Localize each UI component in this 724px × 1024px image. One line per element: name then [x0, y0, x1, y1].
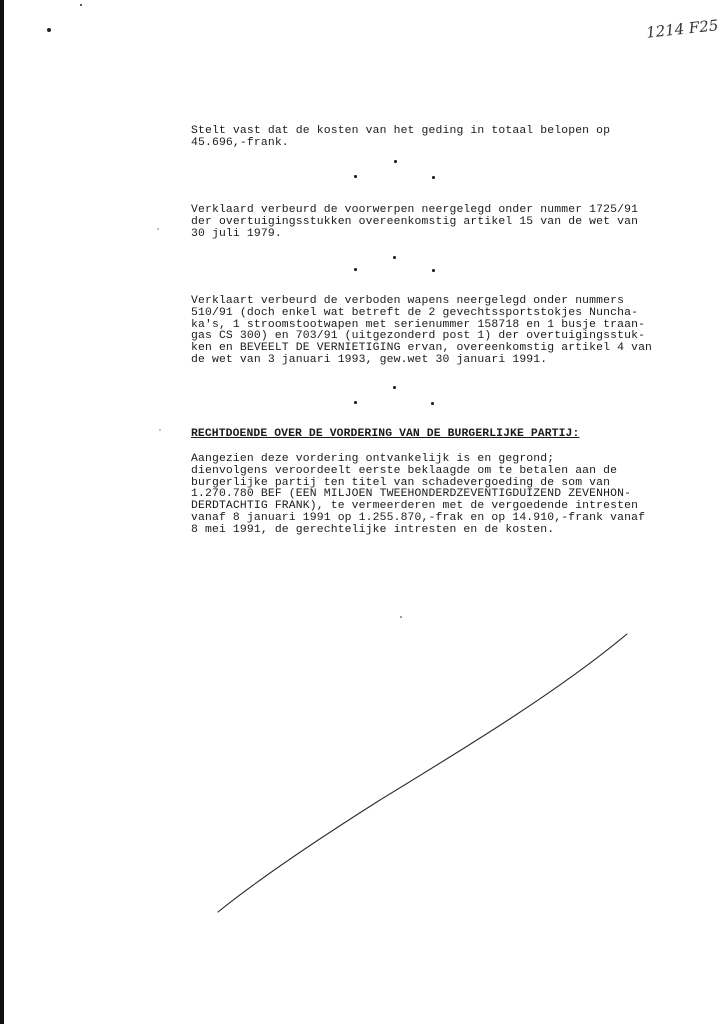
- text-line: vanaf 8 januari 1991 op 1.255.870,-frak en op 14.910,-frank vanaf: [191, 511, 646, 524]
- text-line: de wet van 3 januari 1993, gew.wet 30 januari 1991.: [191, 353, 548, 366]
- text-line: ka's, 1 stroomstootwapen met serienummer 158718 en 1 busje traan-: [191, 318, 646, 331]
- text-line: gas CS 300) en 703/91 (uitgezonderd post 1) der overtuigingsstuk-: [191, 330, 646, 343]
- handwritten-page-number: 1214 F25: [645, 16, 720, 42]
- text-line: Verklaard verbeurd de voorwerpen neergelegd onder nummer 1725/91: [191, 204, 639, 216]
- text-line: 1.270.780 BEF (EEN MILJOEN TWEEHONDERDZEVENTIGDUIZEND ZEVENHON-: [191, 488, 632, 501]
- text-line: 8 mei 1991, de gerechtelijke intresten en de kosten.: [191, 523, 555, 536]
- text-line: Aangezien deze vordering ontvankelijk is en gegrond;: [191, 453, 555, 465]
- text-line: DERDTACHTIG FRANK), te vermeerderen met de vergoedende intresten: [191, 500, 639, 513]
- text-line: 30 juli 1979.: [191, 227, 282, 240]
- text-line: der overtuigingsstukken overeenkomstig artikel 15 van de wet van: [191, 215, 639, 228]
- text-line: ken en BEVEELT DE VERNIETIGING ervan, overeenkomstig artikel 4 van: [191, 342, 653, 355]
- text-line: 510/91 (doch enkel wat betreft de 2 gevechtssportstokjes Nuncha-: [191, 306, 639, 319]
- text-line: 45.696,-frank.: [191, 136, 289, 149]
- text-line: Verklaart verbeurd de verboden wapens neergelegd onder nummers: [191, 295, 625, 307]
- text-line: dienvolgens veroordeelt eerste beklaagde om te betalen aan de: [191, 464, 618, 477]
- text-line: burgerlijke partij ten titel van schadevergoeding de som van: [191, 476, 611, 489]
- text-line: Stelt vast dat de kosten van het geding in totaal belopen op: [191, 125, 611, 137]
- civil-claim-heading: RECHTDOENDE OVER DE VORDERING VAN DE BURGERLIJKE PARTIJ:: [191, 428, 580, 440]
